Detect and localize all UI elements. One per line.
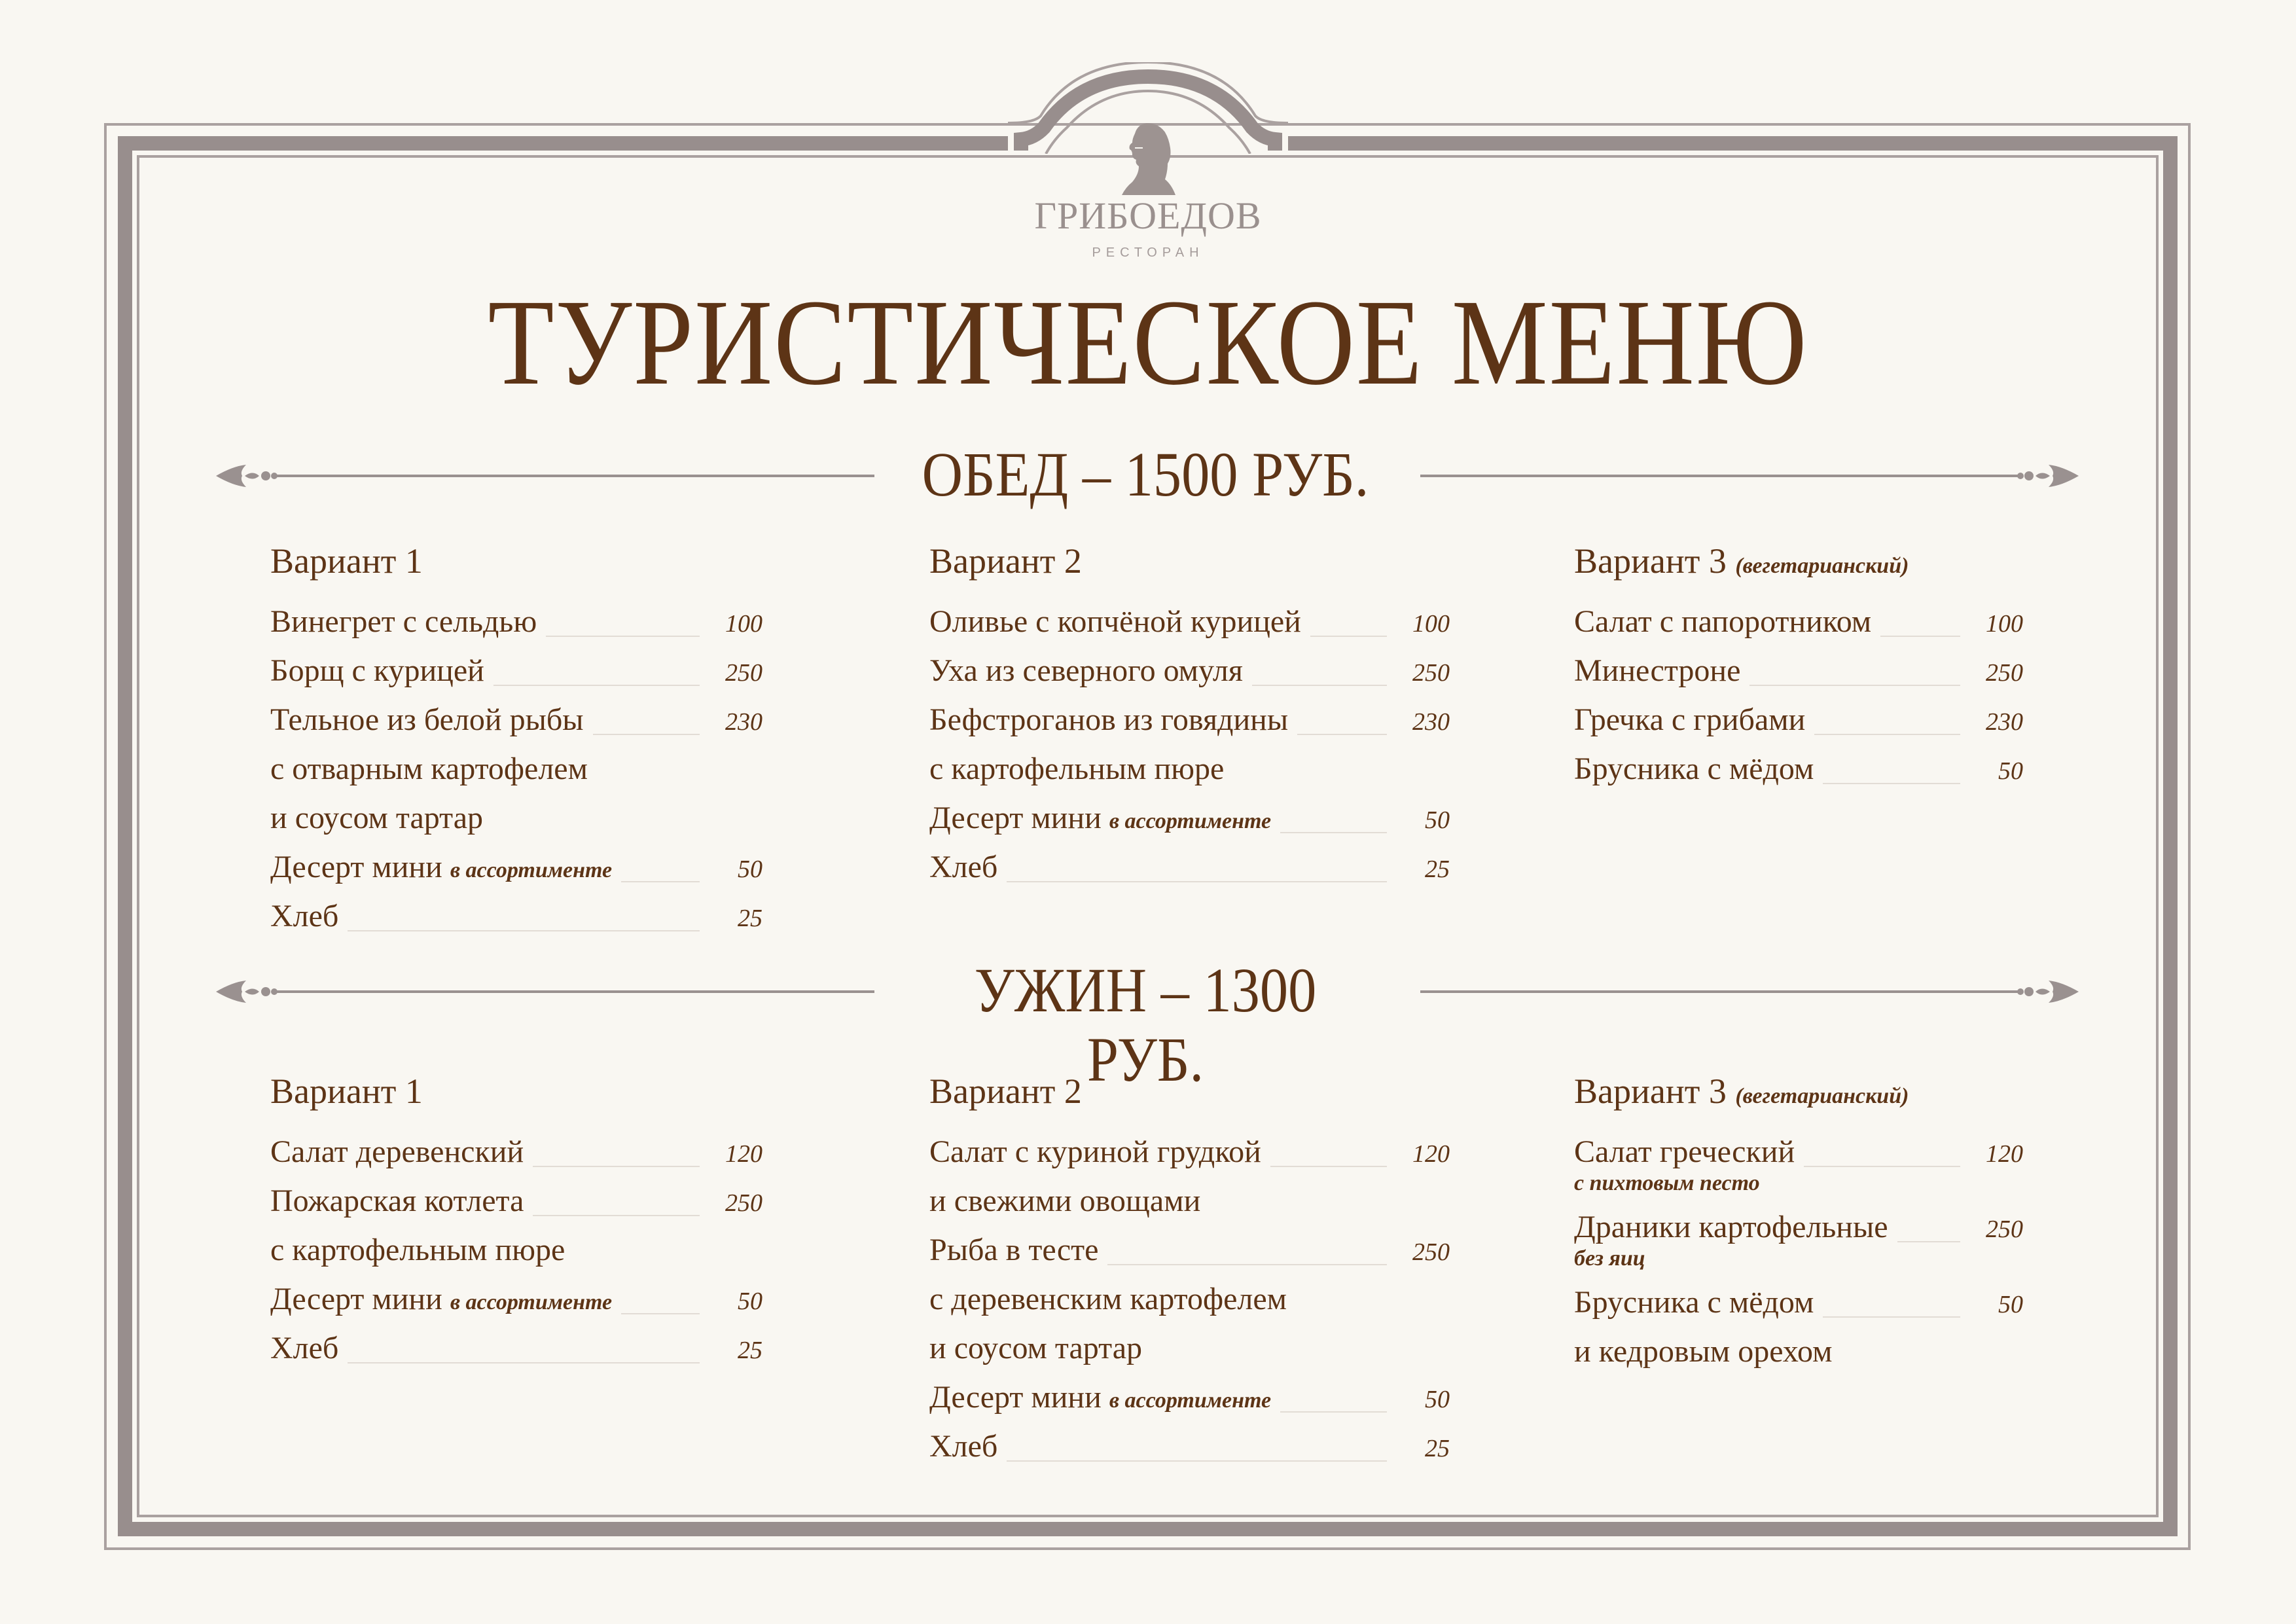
restaurant-subtitle: РЕСТОРАН <box>1092 245 1204 260</box>
lunch-variant-3 <box>1574 543 2023 800</box>
menu-item: Хлеб 25 <box>270 1331 762 1365</box>
menu-item-note: без яиц <box>1574 1246 1645 1271</box>
menu-item: Хлеб 25 <box>270 899 762 933</box>
menu-item: Десерт мини в ассортименте 50 <box>270 1282 762 1316</box>
menu-item: Брусника с мёдом 50 <box>1574 1285 2023 1320</box>
variant-title: Вариант 2 <box>929 541 1082 581</box>
lunch-section-title: ОБЕД – 1500 РУБ. <box>922 439 1369 509</box>
dinner-section-title: УЖИН – 1300 РУБ. <box>974 955 1317 1094</box>
menu-item-continuation: с картофельным пюре <box>270 1233 565 1267</box>
menu-item-continuation: и свежими овощами <box>929 1183 1201 1218</box>
menu-item-continuation: и соусом тартар <box>929 1331 1143 1365</box>
menu-item: Десерт мини в ассортименте 50 <box>270 850 762 884</box>
menu-item: Салат греческий 120 <box>1574 1134 2023 1169</box>
variant-title: Вариант 3 (вегетарианский) <box>1574 541 1909 581</box>
menu-item: Драники картофельные 250 <box>1574 1210 2023 1244</box>
menu-item: Салат деревенский 120 <box>270 1134 762 1169</box>
menu-item: Рыба в тесте 250 <box>929 1233 1450 1267</box>
menu-item: Минестроне 250 <box>1574 653 2023 688</box>
variant-title: Вариант 1 <box>270 1072 423 1111</box>
dinner-variant-1 <box>270 1074 762 1379</box>
menu-item: Гречка с грибами 230 <box>1574 702 2023 737</box>
menu-item: Десерт мини в ассортименте 50 <box>929 801 1450 835</box>
menu-item: Хлеб 25 <box>929 850 1450 884</box>
divider-right-dinner <box>1420 967 2081 1016</box>
menu-item: Винегрет с сельдью 100 <box>270 604 762 639</box>
divider-right-lunch <box>1420 452 2081 500</box>
menu-item-continuation: и соусом тартар <box>270 801 484 835</box>
menu-item: Оливье с копчёной курицей 100 <box>929 604 1450 639</box>
menu-item: Пожарская котлета 250 <box>270 1183 762 1218</box>
griboedov-portrait-logo <box>1113 119 1185 198</box>
divider-left-lunch <box>213 452 874 500</box>
divider-left-dinner <box>213 967 874 1016</box>
lunch-variant-1 <box>270 543 762 947</box>
menu-item: Уха из северного омуля 250 <box>929 653 1450 688</box>
menu-item-continuation: с деревенским картофелем <box>929 1282 1287 1316</box>
menu-item: Тельное из белой рыбы 230 <box>270 702 762 737</box>
restaurant-name: ГРИБОЕДОВ <box>1034 194 1262 237</box>
menu-item: Салат с папоротником 100 <box>1574 604 2023 639</box>
lunch-variant-2 <box>929 543 1450 898</box>
menu-item-note: с пихтовым песто <box>1574 1171 1760 1195</box>
variant-title: Вариант 1 <box>270 541 423 581</box>
menu-item: Бефстроганов из говядины 230 <box>929 702 1450 737</box>
dinner-variant-2 <box>929 1074 1450 1477</box>
menu-item: Хлеб 25 <box>929 1429 1450 1464</box>
menu-item-continuation: с отварным картофелем <box>270 751 588 786</box>
menu-item: Десерт мини в ассортименте 50 <box>929 1380 1450 1415</box>
menu-item-continuation: с картофельным пюре <box>929 751 1225 786</box>
menu-item: Салат с куриной грудкой 120 <box>929 1134 1450 1169</box>
menu-item-continuation: и кедровым орехом <box>1574 1334 1833 1369</box>
page-title: ТУРИСТИЧЕСКОЕ МЕНЮ <box>488 274 1808 410</box>
menu-item: Брусника с мёдом 50 <box>1574 751 2023 786</box>
variant-title: Вариант 3 (вегетарианский) <box>1574 1072 1909 1111</box>
menu-item: Борщ с курицей 250 <box>270 653 762 688</box>
dinner-variant-3 <box>1574 1074 2023 1382</box>
variant-title: Вариант 2 <box>929 1072 1082 1111</box>
